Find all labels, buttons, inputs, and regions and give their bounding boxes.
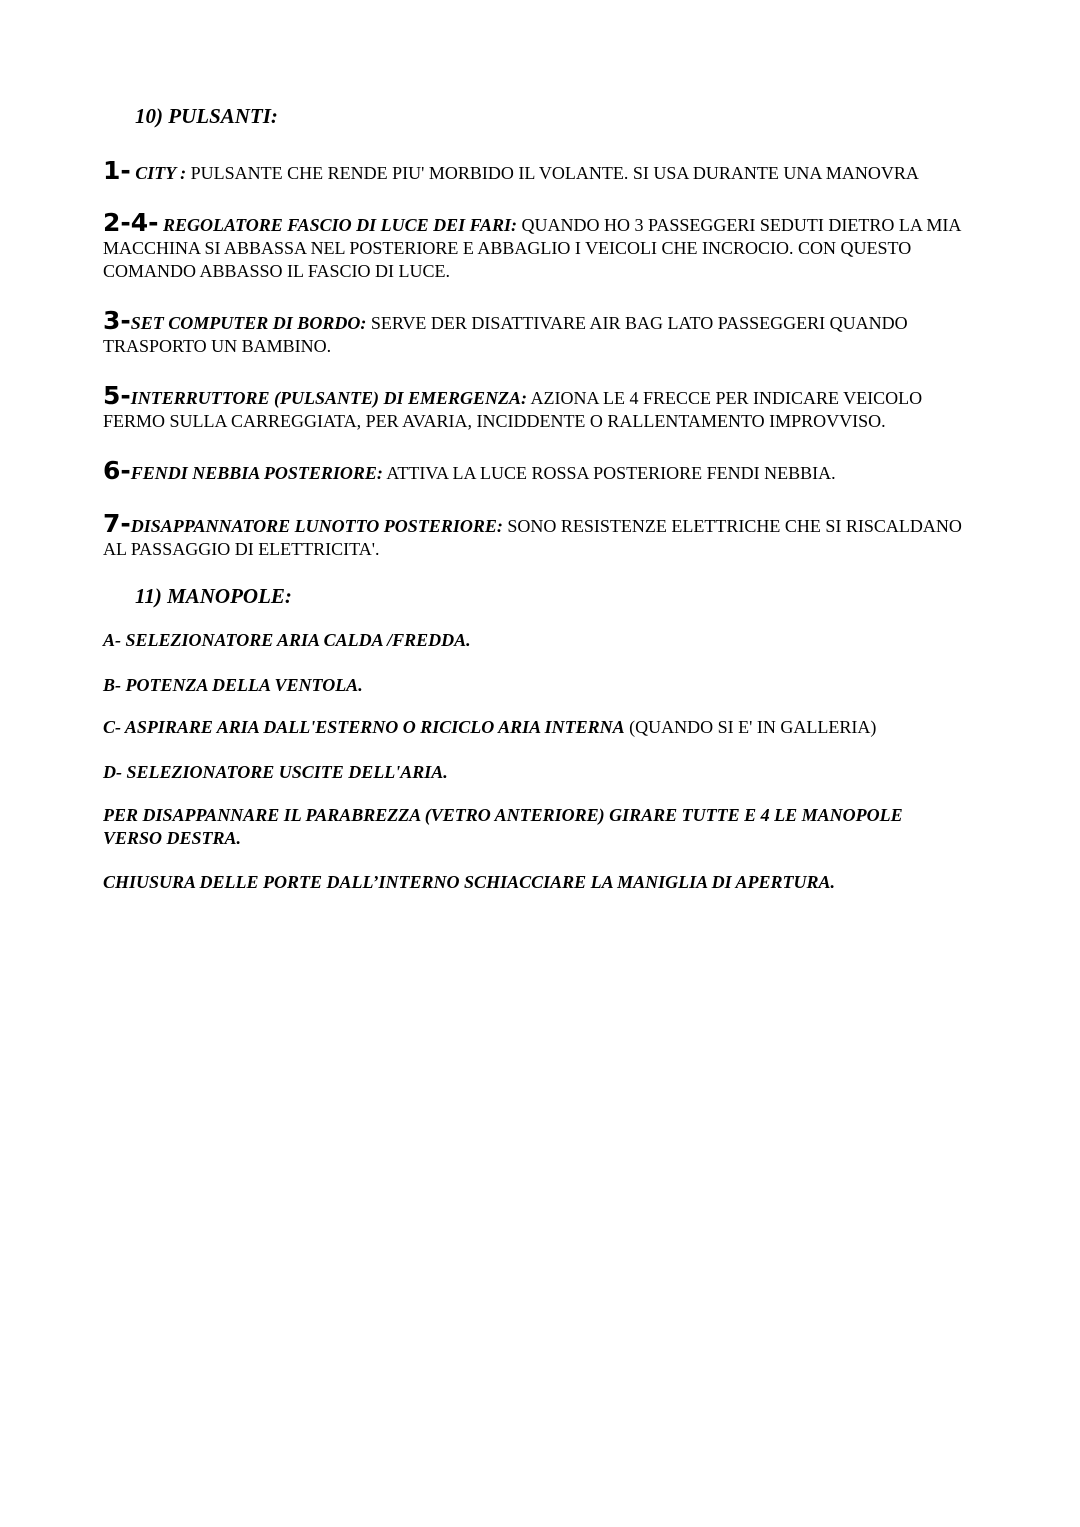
- knob-key: B- POTENZA DELLA VENTOLA.: [103, 675, 363, 695]
- item-text: PULSANTE CHE RENDE PIU' MORBIDO IL VOLANTE. SI USA DURANTE UNA MANOVRA: [186, 163, 919, 183]
- list-item: [103, 456, 983, 485]
- list-item: [103, 381, 983, 433]
- item-number: 1-: [103, 156, 131, 185]
- section-heading-manopole: 11) MANOPOLE:: [135, 584, 292, 608]
- item-text: SONO RESISTENZE ELETTRICHE CHE SI RISCALDANO AL PASSAGGIO DI ELETTRICITA'.: [103, 516, 962, 559]
- item-number: 7-: [103, 509, 131, 538]
- item-text: QUANDO HO 3 PASSEGGERI SEDUTI DIETRO LA MIA MACCHINA SI ABBASSA NEL POSTERIORE E ABBAGLIO I VEICOLI CHE INCROCIO. CON QUESTO COMANDO ABBASSO IL FASCIO DI LUCE.: [103, 215, 961, 281]
- note-defog: PER DISAPPANNARE IL PARABREZZA (VETRO ANTERIORE) GIRARE TUTTE E 4 LE MANOPOLE VERSO DESTRA.: [103, 805, 903, 848]
- knob-key: C- ASPIRARE ARIA DALL'ESTERNO O RICICLO ARIA INTERNA: [103, 717, 625, 737]
- note-door-lock: CHIUSURA DELLE PORTE DALL’INTERNO SCHIACCIARE LA MANIGLIA DI APERTURA.: [103, 872, 835, 892]
- item-key: REGOLATORE FASCIO DI LUCE DEI FARI:: [163, 215, 518, 235]
- list-item: [103, 509, 983, 561]
- item-text: AZIONA LE 4 FRECCE PER INDICARE VEICOLO FERMO SULLA CARREGGIATA, PER AVARIA, INCIDDENTE O RALLENTAMENTO IMPROVVISO.: [103, 388, 923, 431]
- item-key: FENDI NEBBIA POSTERIORE:: [130, 463, 383, 483]
- knob-key: D- SELEZIONATORE USCITE DELL'ARIA.: [103, 762, 448, 782]
- item-key: DISAPPANNATORE LUNOTTO POSTERIORE:: [130, 516, 503, 536]
- item-text: SERVE DER DISATTIVARE AIR BAG LATO PASSEGGERI QUANDO TRASPORTO UN BAMBINO.: [103, 313, 908, 356]
- item-key: INTERRUTTORE (PULSANTE) DI EMERGENZA:: [130, 388, 527, 408]
- list-item: [103, 208, 983, 283]
- list-item: [103, 306, 983, 358]
- item-text: ATTIVA LA LUCE ROSSA POSTERIORE FENDI NEBBIA.: [382, 463, 836, 483]
- item-number: 2-4-: [103, 208, 159, 237]
- knob-item: [103, 761, 983, 784]
- item-key: SET COMPUTER DI BORDO:: [130, 313, 367, 333]
- knob-item: [103, 674, 983, 697]
- knob-text: (QUANDO SI E' IN GALLERIA): [624, 717, 877, 737]
- knob-key: A- SELEZIONATORE ARIA CALDA /FREDDA.: [103, 630, 471, 650]
- item-key: CITY :: [135, 163, 187, 183]
- item-number: 5-: [103, 381, 131, 410]
- knob-item: [103, 716, 983, 739]
- list-item: [103, 156, 983, 185]
- item-number: 3-: [103, 306, 131, 335]
- item-number: 6-: [103, 456, 131, 485]
- knob-item: [103, 629, 983, 652]
- section-heading-pulsanti: 10) PULSANTI:: [135, 104, 278, 128]
